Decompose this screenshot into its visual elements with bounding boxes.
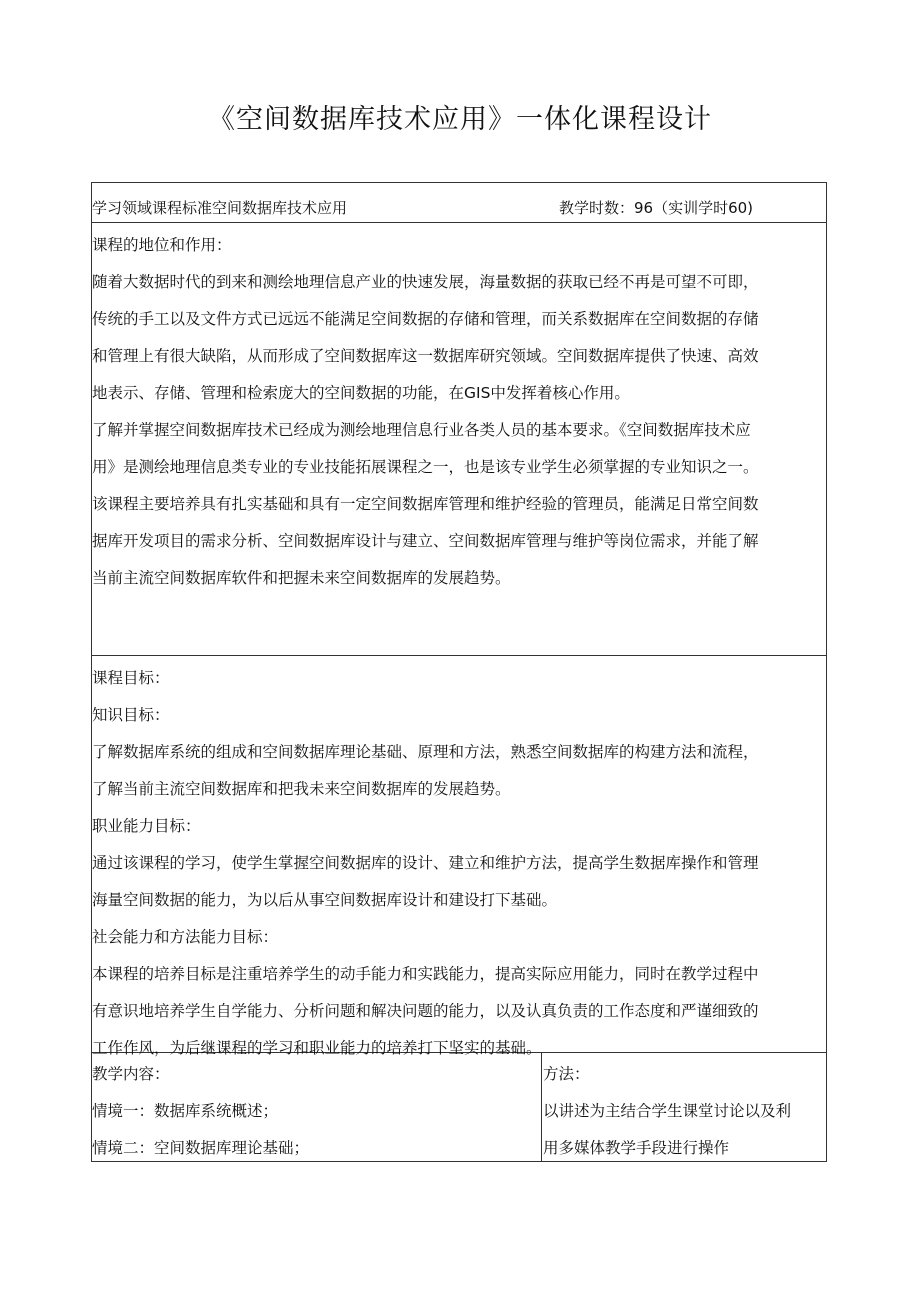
list-item: 情境二：空间数据库理论基础； <box>92 1139 310 1157</box>
paragraph-line: 海量空间数据的能力，为以后从事空间数据库设计和建设打下基础。 <box>92 891 558 909</box>
course-role-section <box>92 223 826 656</box>
paragraph-line: 地表示、存储、管理和检索庞大的空间数据的功能，在GIS中发挥着核心作用。 <box>92 384 630 402</box>
paragraph-line: 工作作风，为后继课程的学习和职业能力的培养打下坚实的基础。 <box>92 1039 542 1057</box>
paragraph-line: 当前主流空间数据库软件和把握未来空间数据库的发展趋势。 <box>92 569 511 587</box>
paragraph-line: 本课程的培养目标是注重培养学生的动手能力和实践能力，提高实际应用能力，同时在教学过程中 <box>92 965 759 983</box>
teaching-method-cell <box>542 1053 826 1161</box>
paragraph-line: 了解数据库系统的组成和空间数据库理论基础、原理和方法，熟悉空间数据库的构建方法和流程， <box>92 743 759 761</box>
teaching-hours-label: 教学时数：96（实训学时60) <box>559 199 754 217</box>
paragraph-line: 随着大数据时代的到来和测绘地理信息产业的快速发展，海量数据的获取已经不再是可望不可即， <box>92 273 759 291</box>
method-heading: 方法： <box>543 1065 590 1083</box>
professional-goal-heading: 职业能力目标： <box>92 817 201 835</box>
paragraph-line: 了解并掌握空间数据库技术已经成为测绘地理信息行业各类人员的基本要求。《空间数据库技术应 <box>92 421 751 439</box>
page-title: 《空间数据库技术应用》一体化课程设计 <box>208 104 712 135</box>
paragraph-line: 该课程主要培养具有扎实基础和具有一定空间数据库管理和维护经验的管理员，能满足日常空间数 <box>92 495 759 513</box>
course-goals-section <box>92 656 826 1057</box>
course-standard-label: 学习领域课程标准空间数据库技术应用 <box>92 199 348 217</box>
paragraph-line: 以讲述为主结合学生课堂讨论以及利 <box>543 1102 792 1120</box>
paragraph-line: 据库开发项目的需求分析、空间数据库设计与建立、空间数据库管理与维护等岗位需求，并能了解 <box>92 532 759 550</box>
social-goal-heading: 社会能力和方法能力目标： <box>92 928 279 946</box>
paragraph-line: 用多媒体教学手段进行操作 <box>543 1139 730 1157</box>
paragraph-line: 传统的手工以及文件方式已远远不能满足空间数据的存储和管理，而关系数据库在空间数据的存储 <box>92 310 759 328</box>
paragraph-line: 用》是测绘地理信息类专业的专业技能拓展课程之一，也是该专业学生必须掌握的专业知识之一。 <box>92 458 759 476</box>
section-heading: 课程的地位和作用： <box>92 236 232 254</box>
teaching-content-cell <box>92 1053 542 1161</box>
knowledge-goal-heading: 知识目标： <box>92 706 170 724</box>
list-item: 情境一：数据库系统概述； <box>92 1102 279 1120</box>
course-table <box>91 182 827 1162</box>
section-heading: 教学内容： <box>92 1065 170 1083</box>
paragraph-line: 通过该课程的学习，使学生掌握空间数据库的设计、建立和维护方法，提高学生数据库操作和管理 <box>92 854 759 872</box>
table-header-row <box>92 183 826 223</box>
paragraph-line: 有意识地培养学生自学能力、分析问题和解决问题的能力，以及认真负责的工作态度和严谨细致的 <box>92 1002 759 1020</box>
paragraph-line: 了解当前主流空间数据库和把我未来空间数据库的发展趋势。 <box>92 780 511 798</box>
teaching-content-section <box>92 1053 826 1161</box>
section-heading: 课程目标： <box>92 669 170 687</box>
paragraph-line: 和管理上有很大缺陷，从而形成了空间数据库这一数据库研究领域。空间数据库提供了快速、高效 <box>92 347 759 365</box>
